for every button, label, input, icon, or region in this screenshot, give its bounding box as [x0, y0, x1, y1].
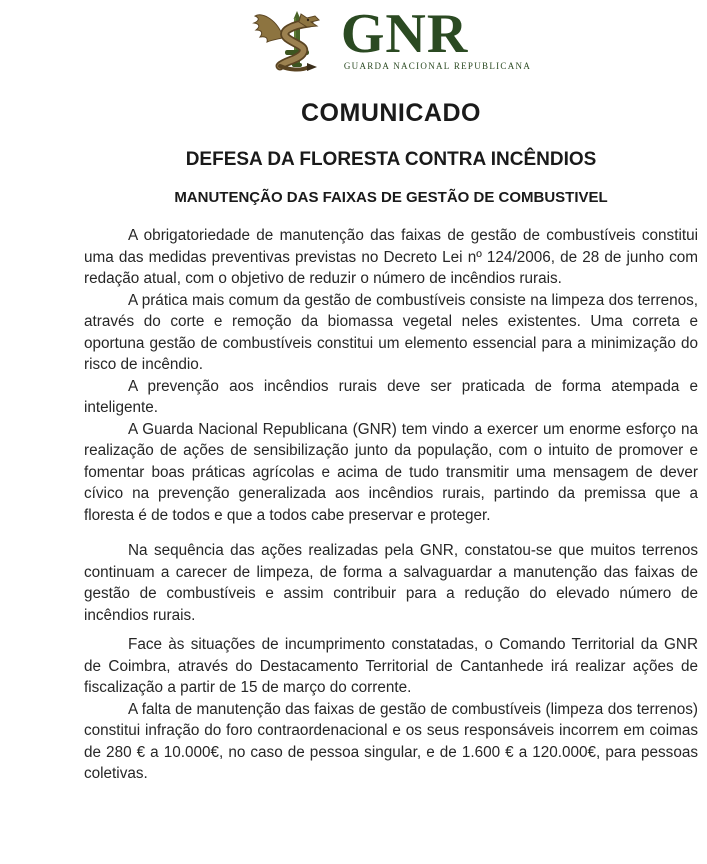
paragraph-obrigatoriedade: A obrigatoriedade de manutenção das faixas de gestão de combustíveis constitui uma das medidas preventivas previstas no Decreto Lei nº 124/2006, de 28 de junho com redação atual, com o objetivo de reduzir o número de incêndios rurais. — [84, 227, 698, 287]
document-subheading: MANUTENÇÃO DAS FAIXAS DE GESTÃO DE COMBUSTIVEL — [174, 189, 608, 206]
document-heading: DEFESA DA FLORESTA CONTRA INCÊNDIOS — [185, 149, 597, 170]
document-title: COMUNICADO — [301, 99, 481, 127]
gnr-subtitle: GUARDA NACIONAL REPUBLICANA — [343, 61, 532, 71]
paragraph-gnr-sensibilizacao: A Guarda Nacional Republicana (GNR) tem vindo a exercer um enorme esforço na realização de ações de sensibilização junto da população, com o intuito de promover e fomentar boas práticas agrícolas e acima de tudo transmitir uma mensagem de dever cívico na prevenção generalizada aos incêndios rurais, partindo da premissa que a floresta é de todos e que a todos cabe preservar e proteger. — [84, 420, 698, 524]
paragraph-sequencia-acoes: Na sequência das ações realizadas pela GNR, constatou-se que muitos terrenos continuam a carecer de limpeza, de forma a salvaguardar a manutenção das faixas de gestão de combustíveis e assim contribuir para a redução do elevado número de incêndios rurais. — [84, 542, 698, 624]
paragraph-pratica-comum: A prática mais comum da gestão de combustíveis consiste na limpeza dos terrenos, através do corte e remoção da biomassa vegetal neles existentes. Uma correta e oportuna gestão de combustíveis constitui um elemento essencial para a minimização do risco de incêndio. — [84, 291, 698, 373]
dragon-and-sword-icon — [251, 10, 339, 74]
gnr-logo-text — [340, 3, 532, 71]
paragraph-coimas: A falta de manutenção das faixas de gestão de combustíveis (limpeza dos terrenos) constitui infração do foro contraordenacional e os seus responsáveis incorrem em coimas de 280 € a 10.000€, no caso de pessoa singular, e de 1.600 € a 120.000€, para pessoas coletivas. — [84, 700, 698, 782]
gnr-acronym: GNR — [340, 3, 469, 65]
paragraph-fiscalizacao: Face às situações de incumprimento constatadas, o Comando Territorial da GNR de Coimbra, através do Destacamento Territorial de Cantanhede irá realizar ações de fiscalização a partir de 15 de março do corrente. — [84, 636, 698, 696]
document-body — [84, 225, 698, 785]
document-content — [84, 0, 698, 785]
gnr-logo — [84, 0, 698, 74]
paragraph-prevencao: A prevenção aos incêndios rurais deve ser praticada de forma atempada e inteligente. — [84, 377, 698, 416]
gnr-logo-inner — [251, 3, 532, 74]
